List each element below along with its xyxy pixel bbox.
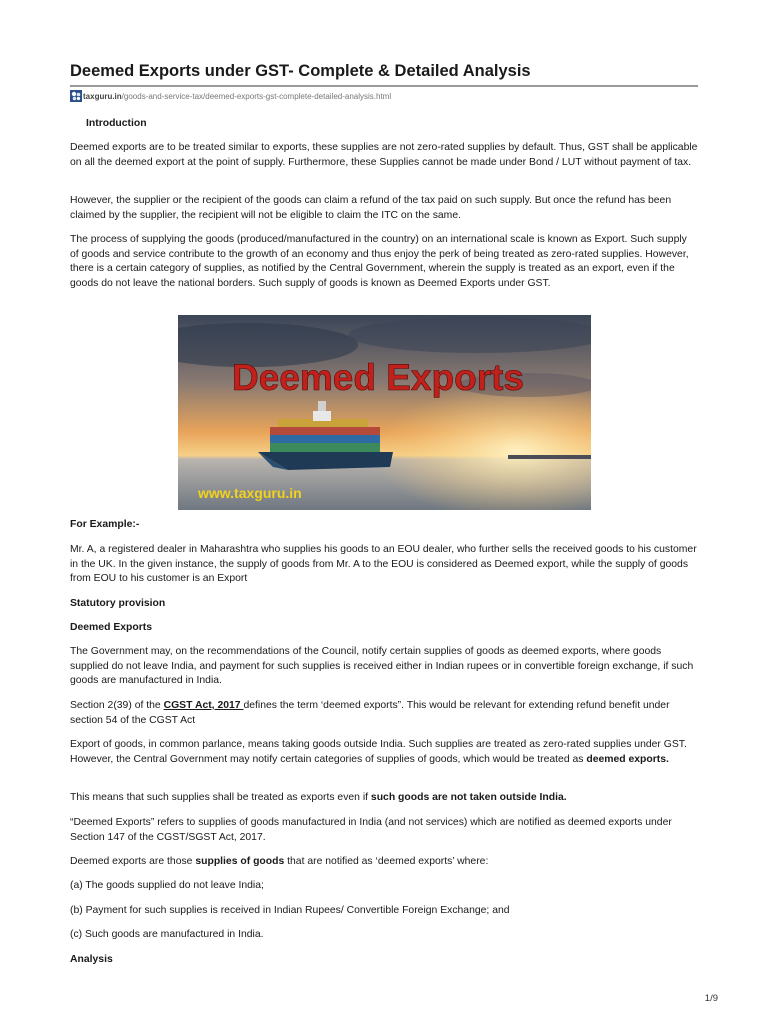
source-url[interactable]	[70, 90, 391, 102]
title-divider	[70, 85, 698, 87]
intro-heading: Introduction	[86, 118, 147, 129]
deemed-exports-banner-image	[178, 315, 591, 510]
banner-url: www.taxguru.in	[198, 485, 302, 501]
list-item: (c) Such goods are manufactured in India.	[70, 929, 264, 940]
list-item: (b) Payment for such supplies is received in Indian Rupees/ Convertible Foreign Exchange; and	[70, 905, 510, 916]
section-paragraph: Section 2(39) of the CGST Act, 2017 defines the term ‘deemed exports”. This would be relevant for extending refund benefit under section 54 of the CGST Act	[70, 700, 670, 726]
list-item: (a) The goods supplied do not leave India;	[70, 880, 264, 891]
example-heading: For Example:-	[70, 519, 140, 530]
example-paragraph: Mr. A, a registered dealer in Maharashtra who supplies his goods to an EOU dealer, who further sells the received goods to his customer in the UK. In the given instance, the supply of goods from Mr. A to the EOU is considered as Deemed export, while the supply of goods from EOU to his customer is an Export	[70, 544, 697, 584]
means-paragraph: This means that such supplies shall be treated as exports even if such goods are not taken outside India.	[70, 792, 567, 803]
cargo-ship-illustration	[178, 315, 591, 510]
government-paragraph: The Government may, on the recommendations of the Council, notify certain supplies of goods as deemed exports, where goods supplied do not leave India, and payment for such supplies is received either in Indian rupees or in convertible foreign exchange, if such goods are manufactured in India.	[70, 646, 694, 686]
source-path[interactable]: /goods-and-service-tax/deemed-exports-gst-complete-detailed-analysis.html	[121, 91, 392, 101]
intro-paragraph-1: Deemed exports are to be treated similar to exports, these supplies are not zero-rated supplies by default. Thus, GST shall be applicable on all the deemed export at the point of supply. Furthermore, these Supplies cannot be made under Bond / LUT without payment of tax.	[70, 142, 698, 168]
export-paragraph: Export of goods, in common parlance, means taking goods outside India. Such supplies are treated as zero-rated supplies under GST. However, the Central Government may notify certain categories of supplies of goods, which would be treated as deemed exports.	[70, 739, 687, 765]
page-number: 1/9	[704, 993, 718, 1004]
quote-paragraph: “Deemed Exports” refers to supplies of goods manufactured in India (and not services) which are notified as deemed exports under Section 147 of the CGST/SGST Act, 2017.	[70, 817, 672, 843]
cgst-act-link[interactable]: CGST Act, 2017	[163, 700, 244, 711]
source-domain[interactable]: taxguru.in	[83, 91, 122, 101]
intro-paragraph-2: However, the supplier or the recipient of the goods can claim a refund of the tax paid on such supply. But once the refund has been claimed by the supplier, the recipient will not be eligible to claim the ITC on the same.	[70, 195, 672, 221]
deemed-exports-heading: Deemed Exports	[70, 622, 152, 633]
banner-headline: Deemed Exports	[232, 357, 524, 398]
analysis-heading: Analysis	[70, 954, 113, 965]
intro-paragraph-3: The process of supplying the goods (produced/manufactured in the country) on an international scale is known as Export. Such supply of goods and service contribute to the growth of an economy and thus enjoy the perk of being treated as zero-rated supplies. However, there is a certain category of supplies, as notified by the Central Government, wherein the supply is treated as an export, even if the goods do not leave the national borders. Such supply of goods is known as Deemed Exports under GST.	[70, 234, 689, 289]
statutory-heading: Statutory provision	[70, 598, 166, 609]
those-paragraph: Deemed exports are those supplies of goods that are notified as ‘deemed exports’ where:	[70, 856, 489, 867]
taxguru-favicon-icon	[70, 90, 82, 102]
page-title: Deemed Exports under GST- Complete & Detailed Analysis	[70, 62, 531, 80]
